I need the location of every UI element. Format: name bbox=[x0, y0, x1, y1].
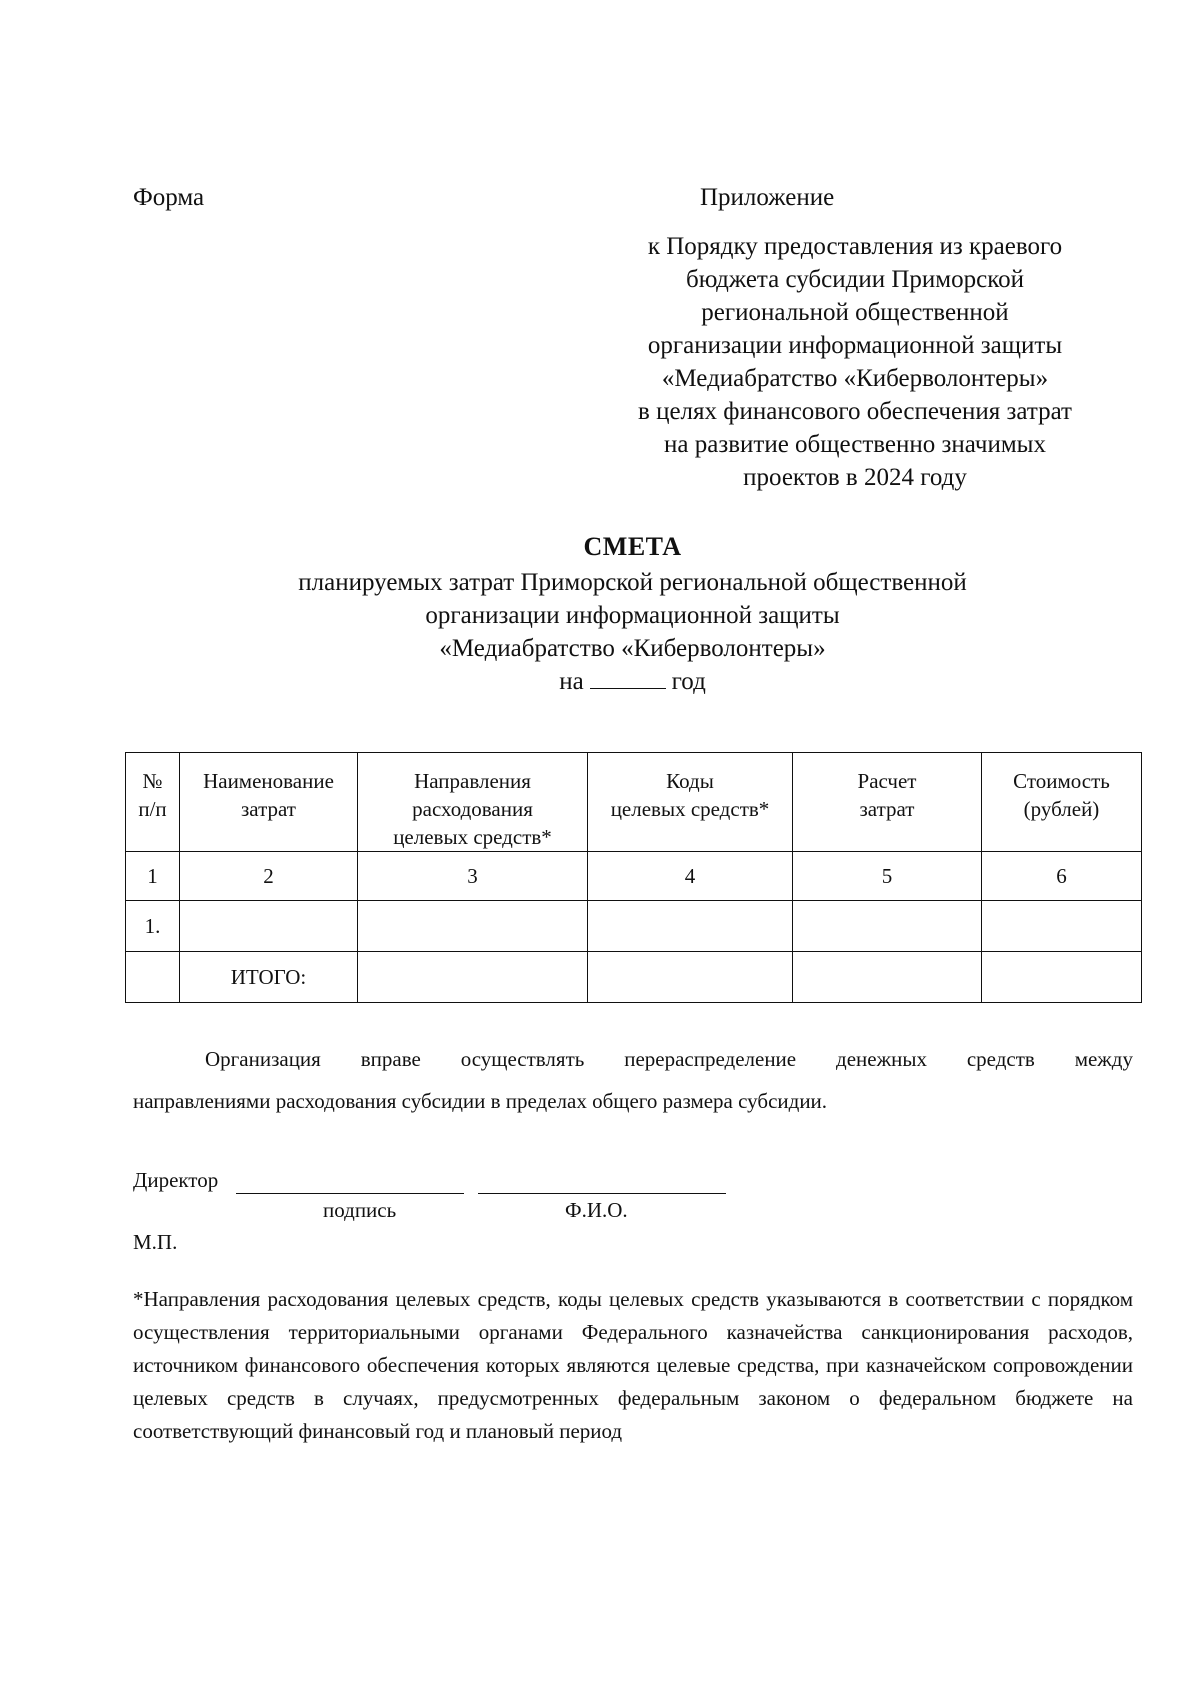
appendix-title: Приложение bbox=[700, 184, 835, 211]
header-cell-codes: Коды целевых средств* bbox=[588, 753, 793, 852]
appendix-line: региональной общественной bbox=[701, 299, 1009, 326]
column-number-cell: 5 bbox=[793, 852, 982, 901]
header-cell-cost-name: Наименование затрат bbox=[180, 753, 358, 852]
column-number-cell: 4 bbox=[588, 852, 793, 901]
column-number-cell: 6 bbox=[982, 852, 1142, 901]
year-blank-field[interactable] bbox=[590, 670, 666, 689]
appendix-line: к Порядку предоставления из краевого bbox=[647, 233, 1063, 260]
column-number-cell: 2 bbox=[180, 852, 358, 901]
table-cell[interactable] bbox=[358, 952, 588, 1003]
appendix-line: на развитие общественно значимых bbox=[664, 431, 1046, 458]
year-suffix: год bbox=[671, 668, 706, 695]
table-cell[interactable] bbox=[358, 901, 588, 952]
total-label: ИТОГО: bbox=[180, 952, 358, 1003]
total-cost-cell[interactable] bbox=[982, 952, 1142, 1003]
appendix-line: бюджета субсидии Приморской bbox=[686, 266, 1024, 293]
table-cell[interactable] bbox=[793, 952, 982, 1003]
signature-caption: подпись bbox=[323, 1198, 397, 1222]
stamp-label: М.П. bbox=[133, 1230, 178, 1254]
full-name-caption: Ф.И.О. bbox=[565, 1198, 628, 1222]
appendix-line: проектов в 2024 году bbox=[743, 464, 967, 491]
estimate-table bbox=[125, 752, 1142, 1003]
header-cell-directions: Направления расходования целевых средств* bbox=[358, 753, 588, 852]
header-cell-number: № п/п bbox=[126, 753, 180, 852]
appendix-text bbox=[590, 230, 1120, 494]
table-cell[interactable] bbox=[982, 901, 1142, 952]
subtitle-line: «Медиабратство «Киберволонтеры» bbox=[439, 635, 826, 662]
appendix-line: «Медиабратство «Киберволонтеры» bbox=[661, 365, 1049, 392]
appendix-line: в целях финансового обеспечения затрат bbox=[638, 398, 1072, 425]
column-number-cell: 1 bbox=[126, 852, 180, 901]
appendix-line: организации информационной защиты bbox=[647, 332, 1063, 359]
header-cell-cost: Стоимость (рублей) bbox=[982, 753, 1142, 852]
table-row bbox=[126, 901, 1142, 952]
header-cell-calculation: Расчет затрат bbox=[793, 753, 982, 852]
director-label: Директор bbox=[133, 1168, 219, 1192]
subtitle-line: планируемых затрат Приморской региональной общественной bbox=[298, 569, 967, 596]
document-subtitle bbox=[200, 566, 1065, 698]
form-label: Форма bbox=[133, 184, 205, 211]
full-name-line[interactable] bbox=[478, 1193, 726, 1194]
total-row bbox=[126, 952, 1142, 1003]
table-cell: 1. bbox=[126, 901, 180, 952]
year-prefix: на bbox=[559, 668, 584, 695]
table-cell bbox=[126, 952, 180, 1003]
footnote: *Направления расходования целевых средств, коды целевых средств указываются в соответствии с порядком осуществления территориальными органами Федерального казначейства санкционирования расходов, источником финансового обеспечения которых являются целевые средства, при казначейском сопровождении целевых средств в случаях, предусмотренных федеральным законом о федеральном бюджете на соответствующий финансовый год и плановый период bbox=[133, 1287, 1133, 1443]
table-cell[interactable] bbox=[588, 901, 793, 952]
column-number-cell: 3 bbox=[358, 852, 588, 901]
signature-line[interactable] bbox=[236, 1193, 464, 1194]
table-cell[interactable] bbox=[793, 901, 982, 952]
column-number-row bbox=[126, 852, 1142, 901]
document-title: СМЕТА bbox=[583, 532, 682, 561]
note-line: Организация вправе осуществлять перераспределение денежных средств между bbox=[205, 1047, 1133, 1071]
table-cell[interactable] bbox=[180, 901, 358, 952]
redistribution-note bbox=[133, 1038, 1133, 1122]
table-header-row bbox=[126, 753, 1142, 852]
year-line bbox=[200, 665, 1065, 698]
subtitle-line: организации информационной защиты bbox=[425, 602, 840, 629]
table-cell[interactable] bbox=[588, 952, 793, 1003]
note-line: направлениями расходования субсидии в пределах общего размера субсидии. bbox=[133, 1089, 828, 1113]
